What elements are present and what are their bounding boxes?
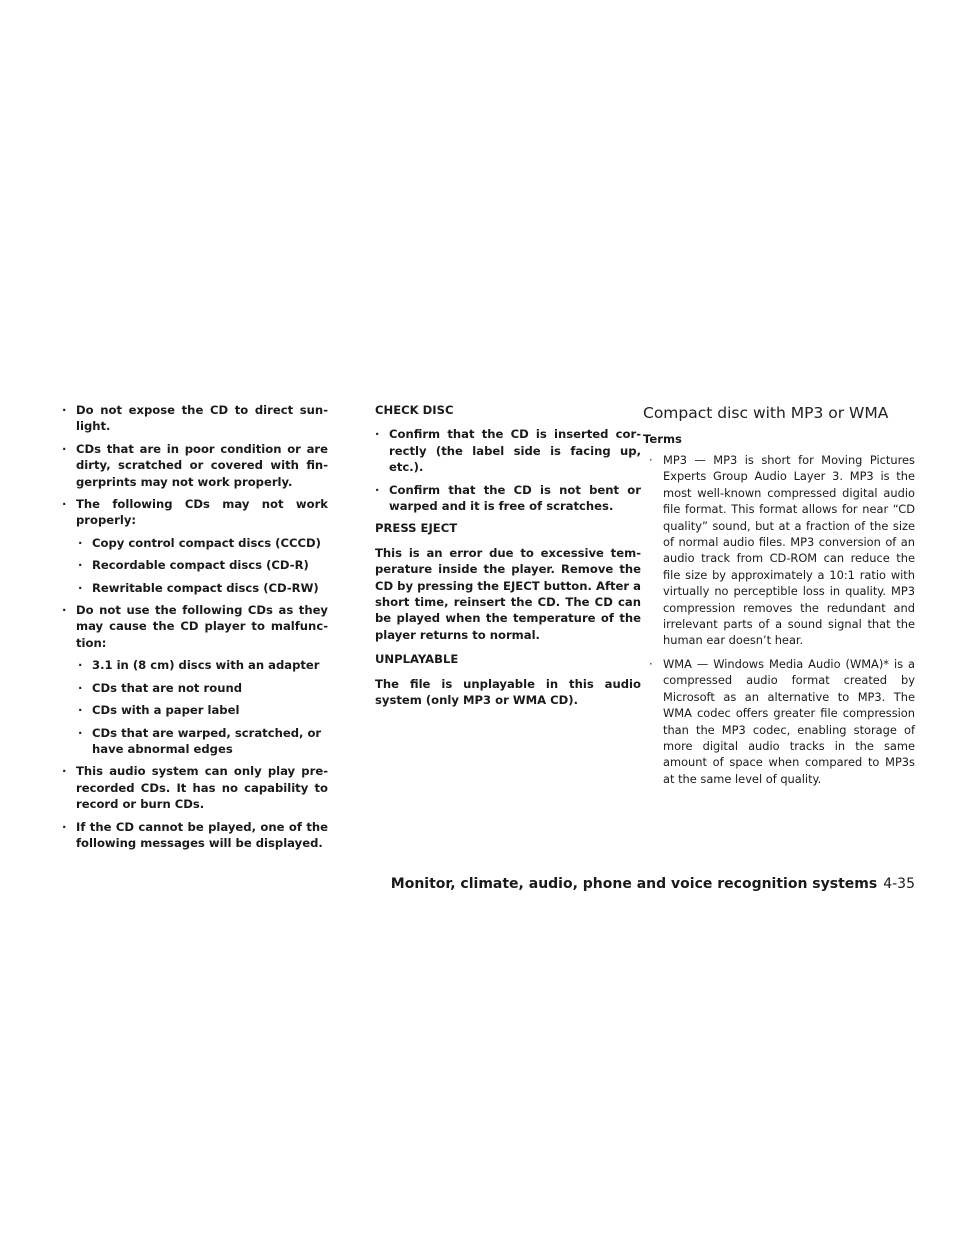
bullet-text: CDs that are in poor condition or are dirty, scratched or covered with fingerprints may not work properly. [76, 441, 328, 489]
bullet-text: Confirm that the CD is inserted correctly (the label side is facing up, etc.). [389, 427, 641, 475]
term-item [643, 452, 915, 649]
sub-bullet-item [62, 535, 328, 551]
bullet-dot: · [649, 453, 653, 467]
press-eject-text: This is an error due to excessive temperature inside the player. Remove the CD by pressing the EJECT button. After a short time, reinsert the CD. The CD can be played when the temperature of the player returns to normal. [375, 545, 641, 642]
sub-bullet-text: 3.1 in (8 cm) discs with an adapter [92, 658, 320, 673]
bullet-dot: · [78, 725, 83, 740]
sub-bullet-item [62, 702, 328, 718]
bullet-dot: · [78, 680, 83, 695]
bullet-dot: · [78, 580, 83, 595]
bullet-dot: · [62, 497, 67, 512]
sub-bullet-item [62, 557, 328, 573]
bullet-item [62, 763, 328, 812]
bullet-item [62, 402, 328, 435]
bullet-dot: · [62, 403, 67, 417]
terms-heading: Terms [643, 432, 682, 446]
bullet-dot: · [375, 427, 380, 442]
bullet-dot: · [375, 482, 380, 497]
bullet-item [375, 482, 641, 515]
bullet-text: Confirm that the CD is not bent or warped and it is free of scratches. [389, 482, 641, 514]
bullet-text: Do not use the following CDs as they may cause the CD player to malfunction: [76, 603, 328, 650]
page-footer [391, 876, 915, 892]
bullet-text: If the CD cannot be played, one of the following messages will be displayed. [76, 819, 328, 850]
unplayable-text: The file is unplayable in this audio system (only MP3 or WMA CD). [375, 676, 641, 708]
bullet-item [62, 602, 328, 651]
bullet-dot: · [78, 535, 83, 550]
sub-bullet-item [62, 680, 328, 696]
bullet-dot: · [78, 658, 83, 673]
left-column [62, 402, 328, 857]
sub-bullet-item [62, 725, 328, 758]
footer-section-title: Monitor, climate, audio, phone and voice recognition systems [390, 876, 878, 892]
sub-bullet-text: Rewritable compact discs (CD-RW) [92, 580, 319, 595]
check-disc-heading: CHECK DISC [375, 403, 454, 417]
section-title: Compact disc with MP3 or WMA [643, 404, 889, 422]
bullet-dot: · [62, 603, 67, 618]
term-text: WMA — Windows Media Audio (WMA)* is a compressed audio format created by Microsoft as an alternative to MP3. The WMA codec offers greater file compression than the MP3 codec, enabling storage of more digital audio tracks in the same amount of space when compared to MP3s at the same level of quality. [663, 656, 915, 786]
bullet-text: Do not expose the CD to direct sunlight. [76, 403, 328, 434]
bullet-item [62, 496, 328, 529]
right-column [643, 402, 915, 794]
bullet-item [62, 441, 328, 490]
sub-bullet-text: CDs that are not round [92, 680, 242, 695]
term-text: MP3 — MP3 is short for Moving Pictures Experts Group Audio Layer 3. MP3 is the most well-known compressed digital audio file format. This format allows for near “CD quality” sound, but at a fraction of the size of normal audio files. MP3 conversion of an audio track from CD-ROM can reduce the file size by approximately a 10:1 ratio with virtually no perceptible loss in quality. MP3 compression removes the redundant and irrelevant parts of a sound signal that the human ear doesn’t hear. [663, 453, 915, 648]
bullet-text: The following CDs may not work properly: [76, 497, 328, 528]
bullet-dot: · [62, 764, 67, 779]
page-number: 4-35 [883, 876, 915, 892]
sub-bullet-text: Recordable compact discs (CD-R) [92, 558, 309, 573]
term-item [643, 656, 915, 787]
sub-bullet-text: CDs with a paper label [92, 703, 240, 718]
bullet-dot: · [78, 558, 83, 573]
bullet-dot: · [62, 441, 67, 456]
bullet-dot: · [62, 819, 67, 834]
press-eject-heading: PRESS EJECT [375, 521, 458, 536]
bullet-dot: · [78, 703, 83, 718]
unplayable-heading: UNPLAYABLE [375, 652, 459, 667]
bullet-item [62, 819, 328, 852]
bullet-text: This audio system can only play prerecorded CDs. It has no capability to record or burn CDs. [76, 764, 328, 812]
sub-bullet-text: Copy control compact discs (CCCD) [92, 535, 321, 550]
bullet-dot: · [649, 656, 653, 671]
middle-column [375, 402, 641, 717]
sub-bullet-text: CDs that are warped, scratched, or have abnormal edges [92, 725, 322, 756]
sub-bullet-item [62, 580, 328, 596]
sub-bullet-item [62, 657, 328, 673]
bullet-item [375, 426, 641, 475]
